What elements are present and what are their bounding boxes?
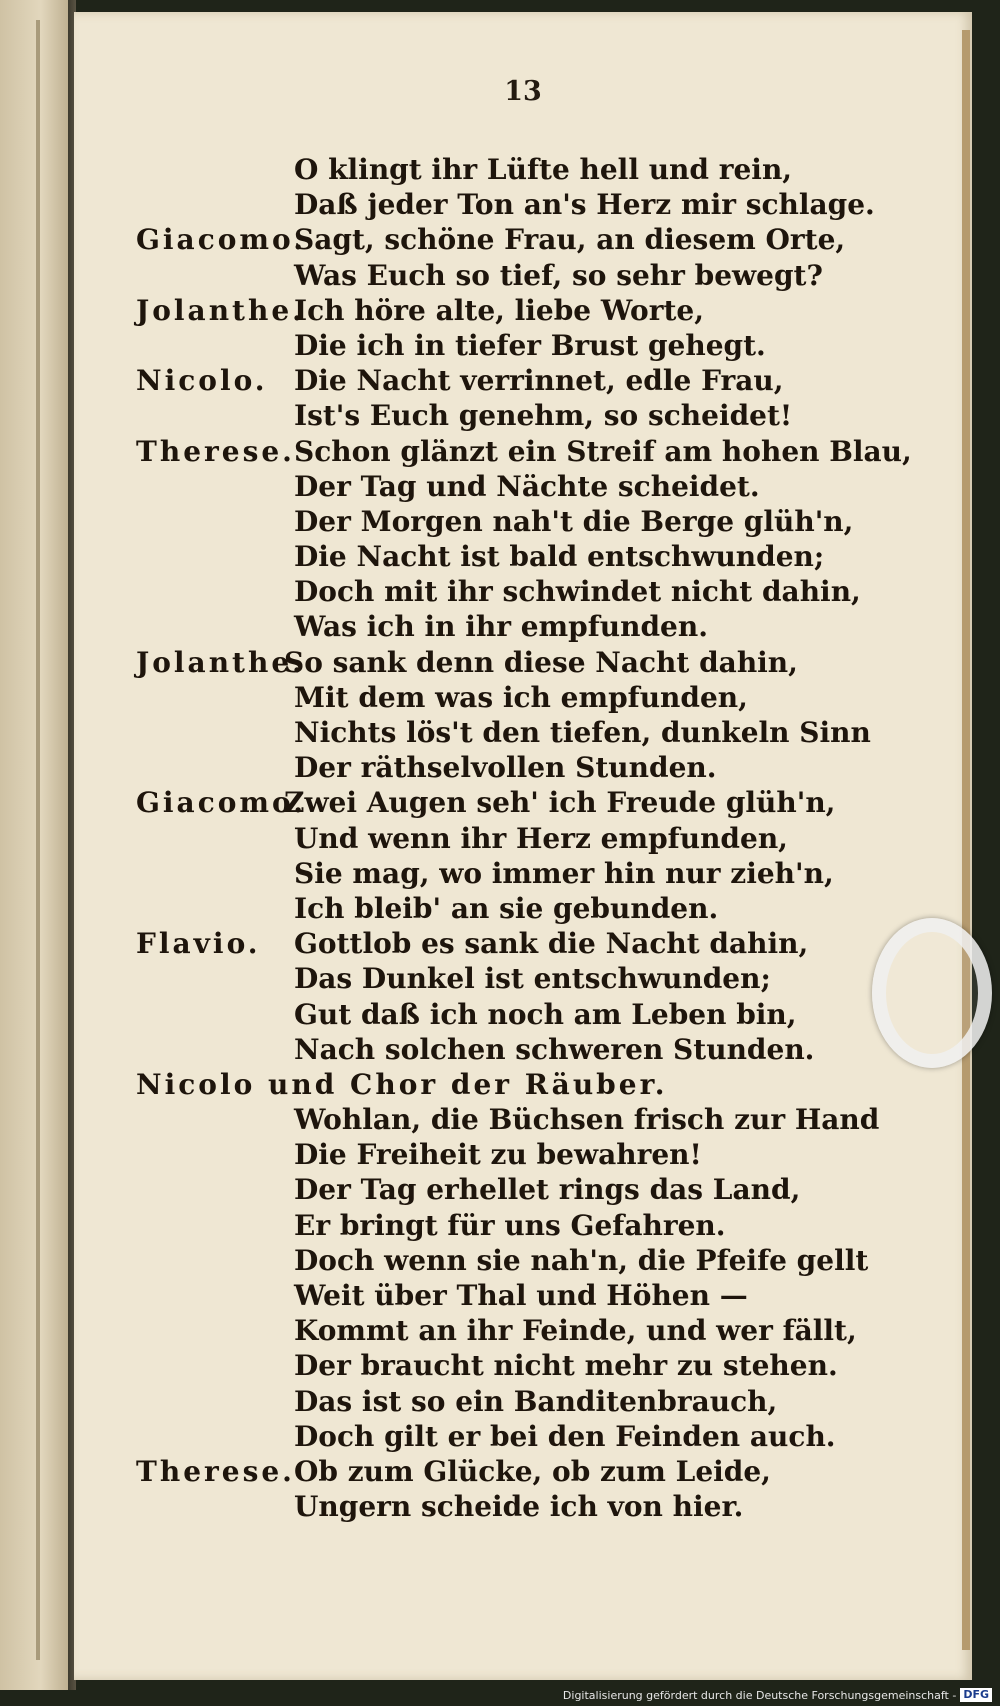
verse-line (136, 1454, 956, 1489)
verse-line (136, 187, 956, 222)
verse-text-line: Ich höre alte, liebe Worte, (294, 293, 704, 327)
page-right-edge (962, 30, 970, 1650)
verse-line (136, 363, 956, 398)
digitization-footer (563, 1688, 992, 1702)
verse-line (136, 1102, 956, 1137)
verse-text-line: O klingt ihr Lüfte hell und rein, (294, 153, 793, 186)
verse-line (136, 152, 956, 187)
verse-text-line: Nichts lös't den tiefen, dunkeln Sinn (294, 716, 871, 749)
verse-text-line: Der räthselvollen Stunden. (294, 751, 717, 785)
dfg-logo: DFG (960, 1688, 992, 1702)
verse-line (136, 1172, 956, 1207)
verse-text-line: Er bringt für uns Gefahren. (294, 1208, 726, 1242)
verse-text-line: Die Nacht ist bald entschwunden; (294, 540, 825, 574)
verse-text-line: Ich bleib' an sie gebunden. (294, 891, 719, 925)
verse-line (136, 1489, 956, 1524)
verse-text-line: So sank denn diese Nacht dahin, (284, 645, 798, 679)
verse-line (136, 997, 956, 1032)
verse-line (136, 645, 956, 680)
verse-text-line: Sagt, schöne Frau, an diesem Orte, (294, 223, 846, 257)
footer-text: Digitalisierung gefördert durch die Deutsche Forschungsgemeinschaft - (562, 1688, 957, 1702)
verse-text-line: Das Dunkel ist entschwunden; (294, 962, 771, 996)
verse-text-line: Gut daß ich noch am Leben bin, (294, 997, 797, 1031)
verse-text-line: Nach solchen schweren Stunden. (294, 1032, 815, 1066)
verse-line (136, 1384, 956, 1419)
verse-text-line: Der Tag erhellet rings das Land, (294, 1173, 801, 1207)
verse-text-line: Zwei Augen seh' ich Freude glüh'n, (284, 786, 836, 820)
verse-text-line: Ist's Euch genehm, so scheidet! (294, 399, 793, 433)
verse-line (136, 293, 956, 328)
verse-text-line: Der Morgen nah't die Berge glüh'n, (294, 504, 854, 538)
verse-text-line: Die ich in tiefer Brust gehegt. (294, 328, 766, 362)
verse-line (136, 574, 956, 609)
verse-text-line: Sie mag, wo immer hin nur zieh'n, (294, 856, 834, 890)
speaker-name: Nicolo. (136, 364, 268, 398)
verse-line (136, 258, 956, 293)
verse-line (136, 856, 956, 891)
verse-line (136, 222, 956, 257)
verse-line (136, 1313, 956, 1348)
verse-text-line: Was ich in ihr empfunden. (294, 610, 708, 644)
speaker-name: Jolanthe. (136, 645, 305, 679)
verse-line (136, 680, 956, 715)
verse-line (136, 1348, 956, 1383)
verse-line (136, 469, 956, 504)
verse-line (136, 891, 956, 926)
verse-text-line: Doch mit ihr schwindet nicht dahin, (294, 575, 861, 609)
verse-text-line: Gottlob es sank die Nacht dahin, (294, 927, 809, 961)
verse-line (136, 750, 956, 785)
verse-line (136, 1278, 956, 1313)
verse-line (136, 785, 956, 820)
page-number: 13 (504, 76, 542, 107)
verse-text-line: Ungern scheide ich von hier. (294, 1490, 744, 1524)
verse-text-line: Die Freiheit zu bewahren! (294, 1138, 702, 1172)
verse-line (136, 539, 956, 574)
verse-line (136, 1243, 956, 1278)
verse-text-line: Weit über Thal und Höhen — (294, 1279, 748, 1312)
verse-line (136, 609, 956, 644)
verse-line (136, 715, 956, 750)
verse-line (136, 961, 956, 996)
verse-text-line: Daß jeder Ton an's Herz mir schlage. (294, 188, 875, 222)
speaker-name: Therese. (136, 434, 295, 468)
verse-text-line: Kommt an ihr Feinde, und wer fällt, (294, 1314, 857, 1348)
verse-line (136, 504, 956, 539)
verse-text-line: Was Euch so tief, so sehr bewegt? (294, 258, 823, 292)
verse-text-line: Ob zum Glücke, ob zum Leide, (294, 1454, 771, 1488)
verse-text-line: Schon glänzt ein Streif am hohen Blau, (294, 434, 912, 468)
verse-line (136, 1067, 956, 1102)
verse-line (136, 1419, 956, 1454)
speaker-name: Nicolo und Chor der Räuber. (136, 1067, 668, 1101)
previous-page-fold (36, 20, 40, 1660)
verse-text-line: Wohlan, die Büchsen frisch zur Hand (294, 1103, 880, 1137)
verse-line (136, 821, 956, 856)
speaker-name: Giacomo. (136, 786, 306, 820)
speaker-name: Giacomo. (136, 223, 306, 257)
verse-text-line: Der braucht nicht mehr zu stehen. (294, 1349, 838, 1383)
verse-line (136, 434, 956, 469)
speaker-name: Flavio. (136, 927, 261, 961)
verse-text-line: Doch wenn sie nah'n, die Pfeife gellt (294, 1243, 869, 1277)
verse-text-line: Der Tag und Nächte scheidet. (294, 469, 760, 503)
magnifier-loupe (872, 918, 992, 1068)
speaker-name: Therese. (136, 1454, 295, 1488)
speaker-name: Jolanthe. (136, 293, 305, 327)
previous-page-edge (0, 0, 68, 1690)
verse-text-line: Und wenn ihr Herz empfunden, (294, 821, 788, 855)
verse-line (136, 1032, 956, 1067)
verse-line (136, 1137, 956, 1172)
verse-line (136, 926, 956, 961)
verse-text-line: Mit dem was ich empfunden, (294, 680, 748, 714)
book-page (74, 12, 972, 1680)
verse-text-line: Das ist so ein Banditenbrauch, (294, 1384, 778, 1418)
verse-text (136, 152, 956, 1524)
verse-text-line: Die Nacht verrinnet, edle Frau, (294, 364, 784, 398)
verse-line (136, 1208, 956, 1243)
verse-line (136, 398, 956, 433)
verse-text-line: Doch gilt er bei den Feinden auch. (294, 1419, 836, 1453)
verse-line (136, 328, 956, 363)
